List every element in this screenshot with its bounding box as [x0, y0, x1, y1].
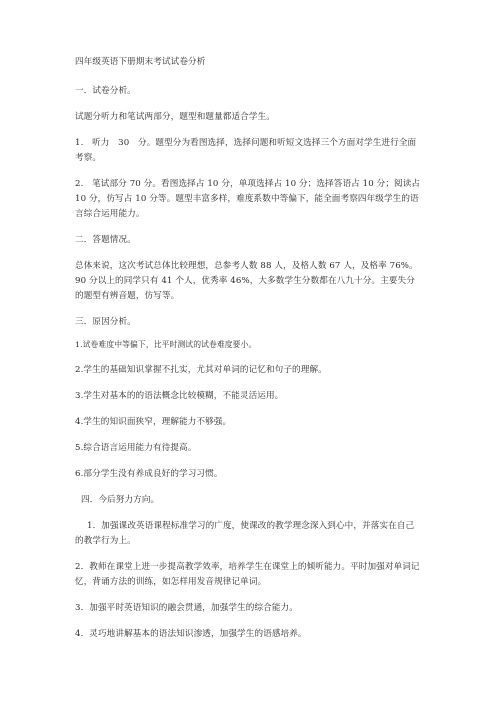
- section-heading-analysis: 一．试卷分析。: [75, 86, 136, 96]
- document-content: [75, 55, 421, 653]
- reason-item-3: 3.学生对基本的的语法概念比较模糊，不能灵活运用。: [75, 391, 284, 401]
- direction-item-4: 4．灵巧地讲解基本的语法知识渗透，加强学生的语感培养。: [75, 629, 307, 639]
- reason-item-6: 6.部分学生没有养成良好的学习习惯。: [75, 469, 223, 479]
- direction-item-1: 1．加强课改英语课程标准学习的广度，使课改的教学理念深入到心中，并落实在自己的教学行为上。: [75, 521, 415, 546]
- paragraph-written: 2. 笔试部分 70 分。看图选择占 10 分，单项选择占 10 分；选择答语占 10 分；阅读占 10 分，仿写占 10 分等。题型丰富多样，难度系数中等偏下，能全面考察四年级学生的语言综合运用能力。: [75, 179, 421, 219]
- section-heading-reasons: 三．原因分析。: [75, 317, 136, 327]
- direction-item-3: 3．加强平时英语知识的融会贯通，加强学生的综合能力。: [75, 603, 298, 613]
- paragraph-results: 总体来说，这次考试总体比较理想，总参考人数 88 人，及格人数 67 人，及格率 76%。90 分以上的同学只有 41 个人，优秀率 46%，大多数学生分数都在八九十分。主要失分的题型有辨音题，仿写等。: [75, 261, 418, 301]
- direction-item-2: 2．教师在课堂上进一步提高教学效率，培养学生在课堂上的倾听能力。平时加强对单词记忆，背诵方法的训练，如怎样用发音规律记单词。: [75, 562, 420, 587]
- reason-item-2: 2.学生的基础知识掌握不扎实，尤其对单词的记忆和句子的理解。: [75, 365, 327, 375]
- section-heading-direction: 四．今后努力方向。: [81, 495, 160, 505]
- paragraph-intro: 试题分听力和笔试两部分，题型和题量都适合学生。: [75, 112, 275, 122]
- section-heading-answers: 二．答题情况。: [75, 235, 136, 245]
- reason-item-1: 1.试卷难度中等偏下，比平时测试的试卷难度要小。: [75, 340, 257, 349]
- document-title: 四年级英语下册期末考试试卷分析: [75, 57, 206, 67]
- reason-item-5: 5.综合语言运用能力有待提高。: [75, 443, 197, 453]
- reason-item-4: 4.学生的知识面狭窄，理解能力不够强。: [75, 417, 232, 427]
- paragraph-listening: 1. 听力 30 分。题型分为看图选择，选择问题和听短文选择三个方面对学生进行全面考察。: [75, 138, 417, 163]
